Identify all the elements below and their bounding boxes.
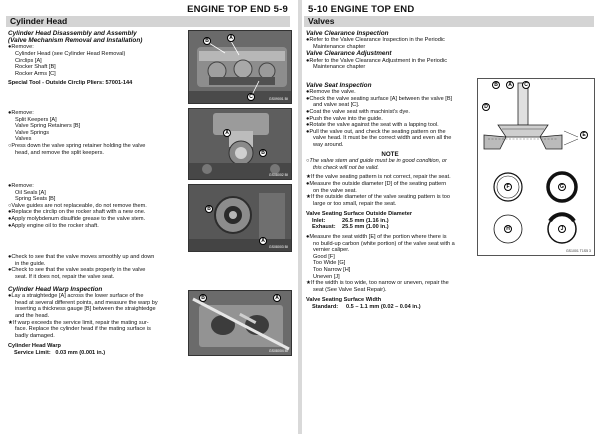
note-line: no build-up carbon (white portion) of the valve seat with a bbox=[313, 240, 455, 247]
valve-seat-diagram bbox=[477, 78, 595, 256]
callout-label: B bbox=[199, 294, 207, 302]
note-line: face. Replace the cylinder head if the mating surface is bbox=[15, 326, 151, 333]
callout-label: B bbox=[203, 37, 211, 45]
note-line: way around. bbox=[313, 141, 344, 148]
list-item: Circlips [A] bbox=[15, 57, 42, 64]
note-line: ●Pull the valve out, and check the seating pattern on the bbox=[306, 128, 446, 135]
note-line: ★If the outside diameter of the valve seating pattern is too bbox=[306, 194, 451, 201]
spec-title: Valve Seating Surface Width bbox=[306, 297, 382, 304]
note-line: Maintenance chapter bbox=[313, 64, 366, 71]
note-line: and the head. bbox=[15, 312, 50, 319]
left-page bbox=[0, 0, 298, 434]
section-title: Cylinder Head Warp Inspection bbox=[8, 286, 103, 293]
note-line: on the valve seat. bbox=[313, 187, 357, 194]
spec-label: Service Limit: bbox=[14, 349, 51, 356]
seat-inspection-section bbox=[306, 82, 474, 311]
section-title: Valve Clearance Inspection bbox=[306, 30, 389, 37]
disassembly-step-2 bbox=[8, 110, 183, 156]
note-line: inserting a thickness gauge [B] between the straightedge bbox=[15, 306, 156, 313]
note-line: ●Measure the outside diameter [D] of the seating pattern bbox=[306, 180, 447, 187]
list-item: Split Keepers [A] bbox=[15, 116, 57, 123]
disassembly-section bbox=[8, 30, 183, 87]
note-line: ●Rotate the valve against the seat with a lapping tool. bbox=[306, 122, 439, 129]
list-item: Valves bbox=[15, 136, 32, 143]
list-item: Cylinder Head (see Cylinder Head Removal) bbox=[15, 51, 126, 57]
running-head: 5-10 ENGINE TOP END bbox=[308, 4, 415, 15]
list-item: Spring Seats [B] bbox=[15, 196, 56, 203]
list-item: Rocker Arms [C] bbox=[15, 70, 56, 77]
photo-warp-inspection bbox=[188, 290, 292, 356]
callout-label: A bbox=[227, 34, 235, 42]
section-title: (Valve Mechanism Removal and Installation) bbox=[8, 37, 143, 45]
running-head: ENGINE TOP END 5-9 bbox=[187, 4, 288, 15]
note-line: ●Replace the circlip on the rocker shaft with a new one. bbox=[8, 209, 146, 216]
note-line: ○Valve guides are not replaceable, do not remove them. bbox=[8, 202, 147, 209]
spec-label: Inlet: bbox=[312, 217, 326, 224]
section-title: Cylinder Head Disassembly and Assembly bbox=[8, 30, 137, 37]
section-title: Valve Seat Inspection bbox=[306, 82, 372, 89]
list-item: Uneven [J] bbox=[313, 273, 340, 280]
remove-step: ●Remove: bbox=[8, 44, 34, 51]
spec-value: 0.5 – 1.1 mm (0.02 – 0.04 in.) bbox=[346, 304, 421, 311]
section-title: Valve Clearance Adjustment bbox=[306, 50, 392, 58]
diagram-label: J bbox=[558, 225, 566, 233]
note-line: ●Coat the valve seat with machinist's dye. bbox=[306, 108, 410, 115]
note-line: ★If the width is too wide, too narrow or uneven, repair the bbox=[306, 280, 449, 287]
note-line: ○Press down the valve spring retainer holding the valve bbox=[8, 142, 146, 149]
note-line: ●Measure the seat width [E] of the portion where there is bbox=[306, 234, 447, 241]
note-line: ●Apply molybdenum disulfide grease to the valve stem. bbox=[8, 215, 146, 222]
photo-code: GS09001 BI bbox=[268, 97, 288, 101]
warp-section bbox=[8, 286, 183, 357]
spec-value: 0.03 mm (0.001 in.) bbox=[55, 349, 106, 356]
note-line: ★If warp exceeds the service limit, repair the mating sur- bbox=[8, 319, 149, 326]
right-page bbox=[302, 0, 600, 434]
photo-rocker-arms bbox=[188, 30, 292, 104]
note-line: head, and remove the split keepers. bbox=[15, 149, 104, 156]
note-line: large or too small, repair the seat. bbox=[313, 200, 397, 207]
spec-row bbox=[306, 224, 474, 231]
diagram-code: GS1001 T1S5 3 bbox=[565, 249, 591, 253]
note-line: ●Remove the valve. bbox=[306, 89, 356, 96]
special-tool: Special Tool - Outside Circlip Pliers: 57001-144 bbox=[8, 80, 133, 87]
note-line: ●Check to see that the valve moves smoothly up and down bbox=[8, 254, 155, 260]
list-item: Rocker Shaft [B] bbox=[15, 64, 56, 71]
list-item: Too Narrow [H] bbox=[313, 267, 351, 274]
remove-step: ●Remove: bbox=[8, 183, 34, 189]
remove-step: ●Remove: bbox=[8, 110, 34, 116]
diagram-label: E bbox=[580, 131, 588, 139]
note-line: ●Push the valve into the guide. bbox=[306, 115, 383, 122]
photo-oil-seals bbox=[188, 184, 292, 252]
note-line: valve head. It must be the correct width and even all the bbox=[313, 135, 452, 142]
photo-code: GS08003 BI bbox=[268, 245, 288, 249]
list-item: Good [F] bbox=[313, 253, 335, 260]
spec-row bbox=[8, 350, 183, 357]
callout-label: A bbox=[259, 237, 267, 245]
note-line: ●Check to see that the valve seats properly in the valve bbox=[8, 267, 146, 274]
clearance-section bbox=[306, 30, 596, 71]
diagram-label: F bbox=[504, 183, 512, 191]
spec-row bbox=[306, 218, 474, 225]
callout-label: C bbox=[247, 93, 255, 101]
chapter-title: Valves bbox=[304, 16, 594, 27]
note-heading: NOTE bbox=[381, 150, 399, 158]
note-line: and valve seat [C]. bbox=[313, 102, 360, 109]
note-line: this check will not be valid. bbox=[313, 164, 379, 171]
photo-code: GS08002 BI bbox=[268, 173, 288, 177]
spec-title: Valve Seating Surface Outside Diameter bbox=[306, 211, 413, 218]
note-line: seat (See Valve Seat Repair). bbox=[313, 286, 387, 293]
list-item: Oil Seals [A] bbox=[15, 189, 46, 196]
spec-title: Cylinder Head Warp bbox=[8, 343, 61, 350]
check-block bbox=[8, 254, 183, 280]
callout-label: A bbox=[223, 129, 231, 137]
note-line: ★If the valve seating pattern is not correct, repair the seat. bbox=[306, 174, 451, 181]
note-line: in the guide. bbox=[15, 260, 46, 267]
note-line: head at several different points, and measure the warp by bbox=[15, 299, 158, 306]
callout-label: B bbox=[205, 205, 213, 213]
note-line: ●Apply engine oil to the rocker shaft. bbox=[8, 222, 99, 229]
list-item: Too Wide [G] bbox=[313, 260, 346, 267]
chapter-title: Cylinder Head bbox=[6, 16, 290, 27]
note-line: badly damaged. bbox=[15, 332, 55, 339]
diagram-label: C bbox=[522, 81, 530, 89]
note-line: ●Refer to the Valve Clearance Inspection in the Periodic bbox=[306, 37, 445, 44]
disassembly-step-3 bbox=[8, 183, 183, 229]
diagram-label: B bbox=[492, 81, 500, 89]
note-line: Maintenance chapter bbox=[313, 43, 366, 50]
photo-code: GS08004 BI bbox=[268, 349, 288, 353]
spec-value: 25.5 mm (1.00 in.) bbox=[342, 224, 389, 231]
diagram-label: H bbox=[504, 225, 512, 233]
note-line: ●Check the valve seating surface [A] between the valve [B] bbox=[306, 95, 453, 102]
note-line: ○The valve stem and guide must be in good condition, or bbox=[306, 158, 447, 165]
callout-label: B bbox=[259, 149, 267, 157]
diagram-label: D bbox=[482, 103, 490, 111]
note-line: seat. If it does not, repair the valve seat. bbox=[15, 273, 115, 280]
spec-label: Standard: bbox=[312, 304, 339, 311]
note-line: ●Lay a straightedge [A] across the lower surface of the bbox=[8, 293, 144, 300]
list-item: Valve Spring Retainers [B] bbox=[15, 123, 81, 130]
note-line: ●Refer to the Valve Clearance Adjustment in the Periodic bbox=[306, 57, 448, 64]
diagram-label: A bbox=[506, 81, 514, 89]
callout-label: A bbox=[273, 294, 281, 302]
spec-row bbox=[306, 304, 474, 311]
note-line: vernier caliper. bbox=[313, 247, 350, 254]
list-item: Valve Springs bbox=[15, 129, 50, 136]
diagram-label: G bbox=[558, 183, 566, 191]
spec-label: Exhaust: bbox=[312, 224, 336, 231]
spec-value: 26.5 mm (1.16 in.) bbox=[342, 217, 389, 224]
photo-valve-springs bbox=[188, 108, 292, 180]
